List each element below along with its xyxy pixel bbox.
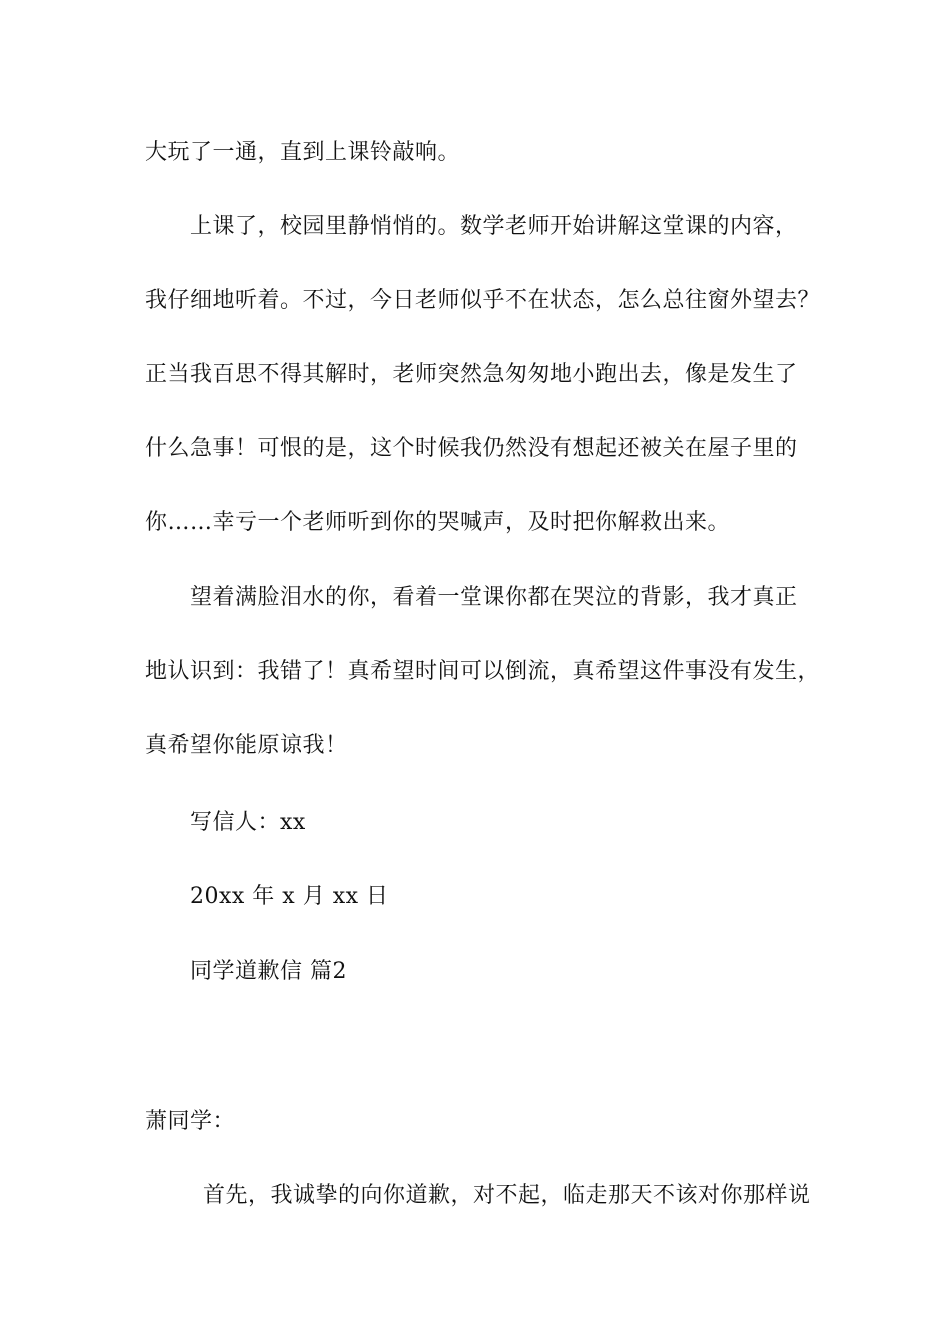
paragraph-line: 上课了，校园里静悄悄的。数学老师开始讲解这堂课的内容， — [190, 214, 798, 239]
salutation: 萧同学： — [145, 1109, 236, 1134]
paragraph-line: 地认识到：我错了！真希望时间可以倒流，真希望这件事没有发生， — [145, 659, 821, 684]
paragraph-line: 真希望你能原谅我！ — [145, 733, 348, 758]
paragraph-line: 你……幸亏一个老师听到你的哭喊声，及时把你解救出来。 — [145, 510, 731, 535]
signature-writer: 写信人：xx — [190, 810, 306, 835]
signature-date: 20xx 年 x 月 xx 日 — [190, 884, 389, 909]
paragraph-line: 什么急事！可恨的是，这个时候我仍然没有想起还被关在屋子里的 — [145, 436, 798, 461]
paragraph-line: 我仔细地听着。不过，今日老师似乎不在状态，怎么总往窗外望去？ — [145, 288, 821, 313]
section-title: 同学道歉信 篇2 — [190, 959, 347, 984]
paragraph-line: 望着满脸泪水的你，看着一堂课你都在哭泣的背影，我才真正 — [190, 585, 798, 610]
paragraph-line: 首先，我诚挚的向你道歉，对不起，临走那天不该对你那样说 — [203, 1183, 811, 1208]
paragraph-line: 大玩了一通，直到上课铃敲响。 — [145, 140, 461, 165]
paragraph-line: 正当我百思不得其解时，老师突然急匆匆地小跑出去，像是发生了 — [145, 362, 798, 387]
